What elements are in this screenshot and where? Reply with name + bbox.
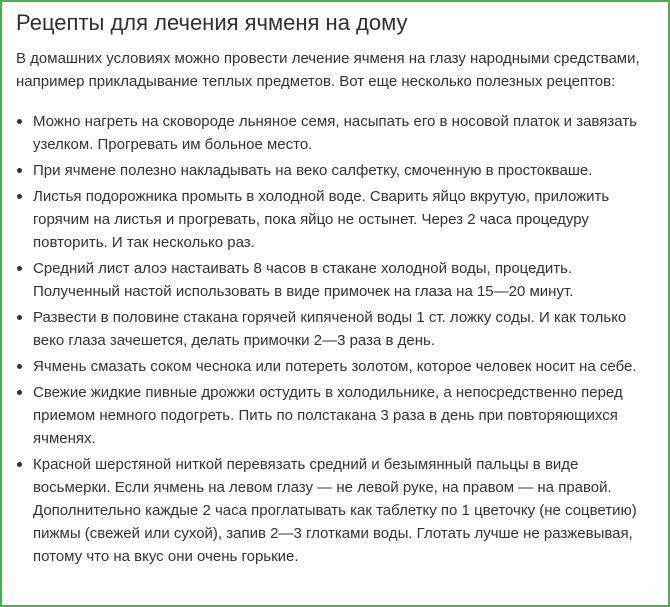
bullet-icon: [17, 194, 22, 199]
list-item-text: Листья подорожника промыть в холодной воде. Сварить яйцо вкрутую, приложить горячим на листья и прогревать, пока яйцо не остынет. Через 2 часа процедуру повторить. И так несколько раз.: [33, 188, 610, 251]
list-item-text: Развести в половине стакана горячей кипяченой воды 1 ст. ложку соды. И как только веко глаза зачешется, делать примочки 2—3 раза в день.: [33, 309, 627, 349]
list-item: [16, 257, 656, 303]
list-item: [16, 159, 656, 182]
article-title: Рецепты для лечения ячменя на дому: [16, 10, 408, 35]
list-item-text: Свежие жидкие пивные дрожжи остудить в холодильнике, а непосредственно перед приемом немного подогреть. Пить по полстакана 3 раза в день при повторяющихся ячменях.: [33, 384, 623, 447]
list-item-text: Красной шерстяной ниткой перевязать средний и безымянный пальцы в виде восьмерки. Если ячмень на левом глазу — не левой руке, на правом — на правой. Дополнительно каждые 2 часа проглатывать как таблетку по 1 цветочку (не соцветию) пижмы (свежей или сухой), запив 2—3 глотками воды. Глотать лучше не разжевывая, потому что на вкус они очень горькие.: [33, 456, 637, 565]
recipe-list: [16, 110, 656, 568]
list-item: [16, 306, 656, 352]
list-item-text: Средний лист алоэ настаивать 8 часов в стакане холодной воды, процедить. Полученный настой использовать в виде примочек на глаза на 15—20 минут.: [33, 260, 574, 300]
list-item: [16, 355, 656, 378]
list-item: [16, 381, 656, 450]
list-item-text: Ячмень смазать соком чеснока или потереть золотом, которое человек носит на себе.: [33, 358, 637, 375]
bullet-icon: [17, 462, 22, 467]
bullet-icon: [17, 266, 22, 271]
article-intro: В домашних условиях можно провести лечение ячменя на глазу народными средствами, например прикладывание теплых предметов. Вот еще несколько полезных рецептов:: [16, 50, 640, 90]
list-item: [16, 185, 656, 254]
list-item: [16, 110, 656, 156]
bullet-icon: [17, 168, 22, 173]
list-item-text: При ячмене полезно накладывать на веко салфетку, смоченную в простокваше.: [33, 162, 593, 179]
bullet-icon: [17, 364, 22, 369]
list-item-text: Можно нагреть на сковороде льняное семя, насыпать его в носовой платок и завязать узелком. Прогревать им больное место.: [33, 113, 637, 153]
bullet-icon: [17, 390, 22, 395]
bullet-icon: [17, 119, 22, 124]
list-item: [16, 453, 656, 568]
bullet-icon: [17, 315, 22, 320]
